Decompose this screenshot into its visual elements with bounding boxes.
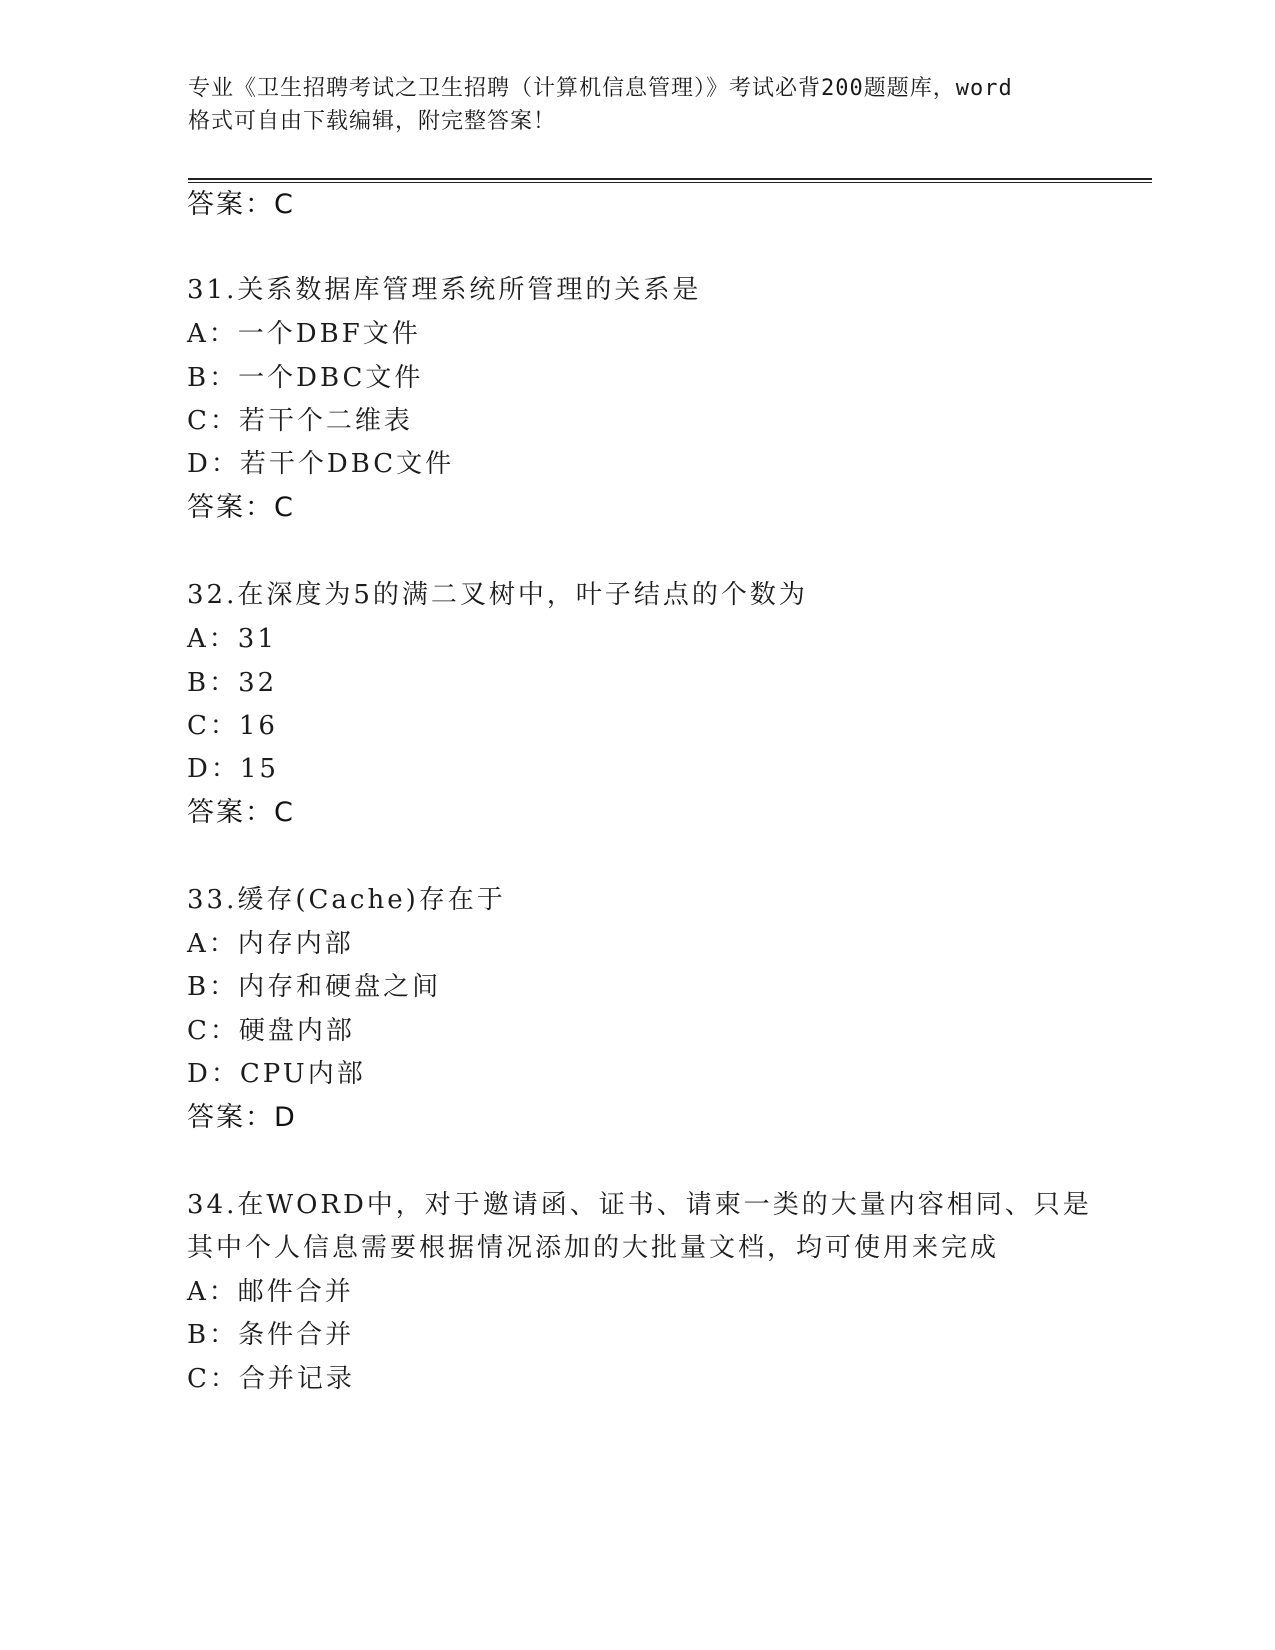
header-line-1: 专业《卫生招聘考试之卫生招聘（计算机信息管理）》考试必背200题题库，word: [188, 76, 1013, 101]
question-34-option-c: C：合并记录: [187, 1364, 355, 1394]
answer-q31: 答案：C: [187, 492, 295, 523]
question-33-option-b: B：内存和硬盘之间: [187, 972, 442, 1002]
document-header: [188, 72, 1088, 138]
question-31-option-b: B：一个DBC文件: [187, 363, 424, 393]
question-33-stem: 33.缓存(Cache)存在于: [187, 885, 506, 915]
question-32-option-c: C：16: [187, 711, 278, 741]
question-32-stem: 32.在深度为5的满二叉树中，叶子结点的个数为: [187, 580, 808, 610]
question-34-stem-line-2: 其中个人信息需要根据情况添加的大批量文档，均可使用来完成: [187, 1233, 1000, 1263]
question-33-option-a: A：内存内部: [187, 929, 354, 959]
question-33-option-c: C：硬盘内部: [187, 1016, 355, 1046]
answer-q32: 答案：C: [187, 797, 295, 828]
question-34-option-b: B：条件合并: [187, 1320, 355, 1350]
answer-q30: 答案：C: [187, 189, 295, 220]
question-31-stem: 31.关系数据库管理系统所管理的关系是: [187, 275, 702, 305]
question-32-option-a: A：31: [187, 624, 277, 654]
question-34-option-a: A：邮件合并: [187, 1277, 354, 1307]
header-divider: [188, 178, 1152, 183]
question-32-option-b: B：32: [187, 668, 278, 698]
question-33-option-d: D：CPU内部: [187, 1059, 366, 1089]
question-34-stem-line-1: 34.在WORD中，对于邀请函、证书、请柬一类的大量内容相同、只是: [187, 1190, 1092, 1220]
question-31-option-a: A：一个DBF文件: [187, 319, 421, 349]
question-32-option-d: D：15: [187, 754, 279, 784]
question-31-option-c: C：若干个二维表: [187, 406, 413, 436]
header-line-2: 格式可自由下载编辑，附完整答案！: [188, 109, 557, 134]
answer-q33: 答案：D: [187, 1102, 297, 1133]
question-31-option-d: D：若干个DBC文件: [187, 449, 455, 479]
